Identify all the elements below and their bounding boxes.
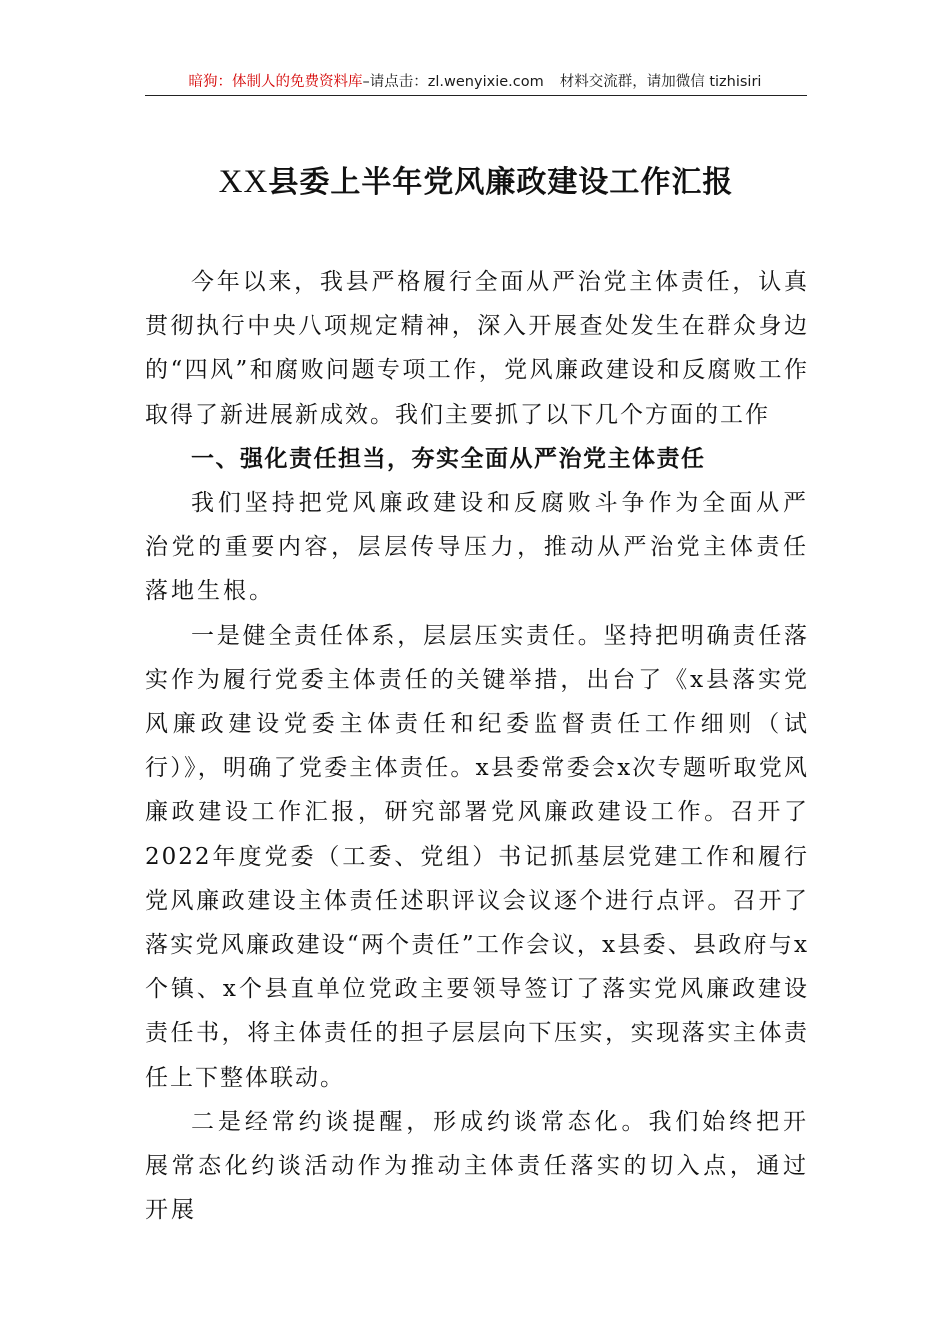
- contact-text: 材料交流群，请加微信 tizhisiri: [559, 74, 762, 90]
- document-title: [145, 160, 807, 205]
- source-label: 暗狗：体制人的免费资料库: [188, 74, 363, 90]
- title-text: 县委上半年党风廉政建设工作汇报: [268, 165, 734, 200]
- paragraph-section-1-intro: 我们坚持把党风廉政建设和反腐败斗争作为全面从严治党的重要内容，层层传导压力，推动从严治党主体责任落地生根。: [145, 490, 809, 605]
- paragraph-point-2: 二是经常约谈提醒，形成约谈常态化。我们始终把开展常态化约谈活动作为推动主体责任落实的切入点，通过开展: [145, 1108, 809, 1224]
- link-prefix: –请点击：: [362, 74, 428, 90]
- document-body: [145, 260, 809, 1232]
- source-link[interactable]: zl.wenyixie.com: [427, 74, 544, 90]
- header-divider: [145, 95, 807, 96]
- section-heading-1: 一、强化责任担当，夯实全面从严治党主体责任: [191, 445, 706, 472]
- page-header: [145, 70, 805, 94]
- title-prefix: XX: [218, 164, 269, 200]
- paragraph-point-1: 一是健全责任体系，层层压实责任。坚持把明确责任落实作为履行党委主体责任的关键举措，出台了《x县落实党风廉政建设党委主体责任和纪委监督责任工作细则（试行）》，明确了党委主体责任。x县委常委会x次专题听取党风廉政建设工作汇报，研究部署党风廉政建设工作。召开了2022年度党委（工委、党组）书记抓基层党建工作和履行党风廉政建设主体责任述职评议会议逐个进行点评。召开了落实党风廉政建设“两个责任”工作会议，x县委、县政府与x个镇、x个县直单位党政主要领导签订了落实党风廉政建设责任书，将主体责任的担子层层向下压实，实现落实主体责任上下整体联动。: [145, 622, 809, 1091]
- paragraph-intro: 今年以来，我县严格履行全面从严治党主体责任，认真贯彻执行中央八项规定精神，深入开展查处发生在群众身边的“四风”和腐败问题专项工作，党风廉政建设和反腐败工作取得了新进展新成效。我们主要抓了以下几个方面的工作: [145, 269, 809, 428]
